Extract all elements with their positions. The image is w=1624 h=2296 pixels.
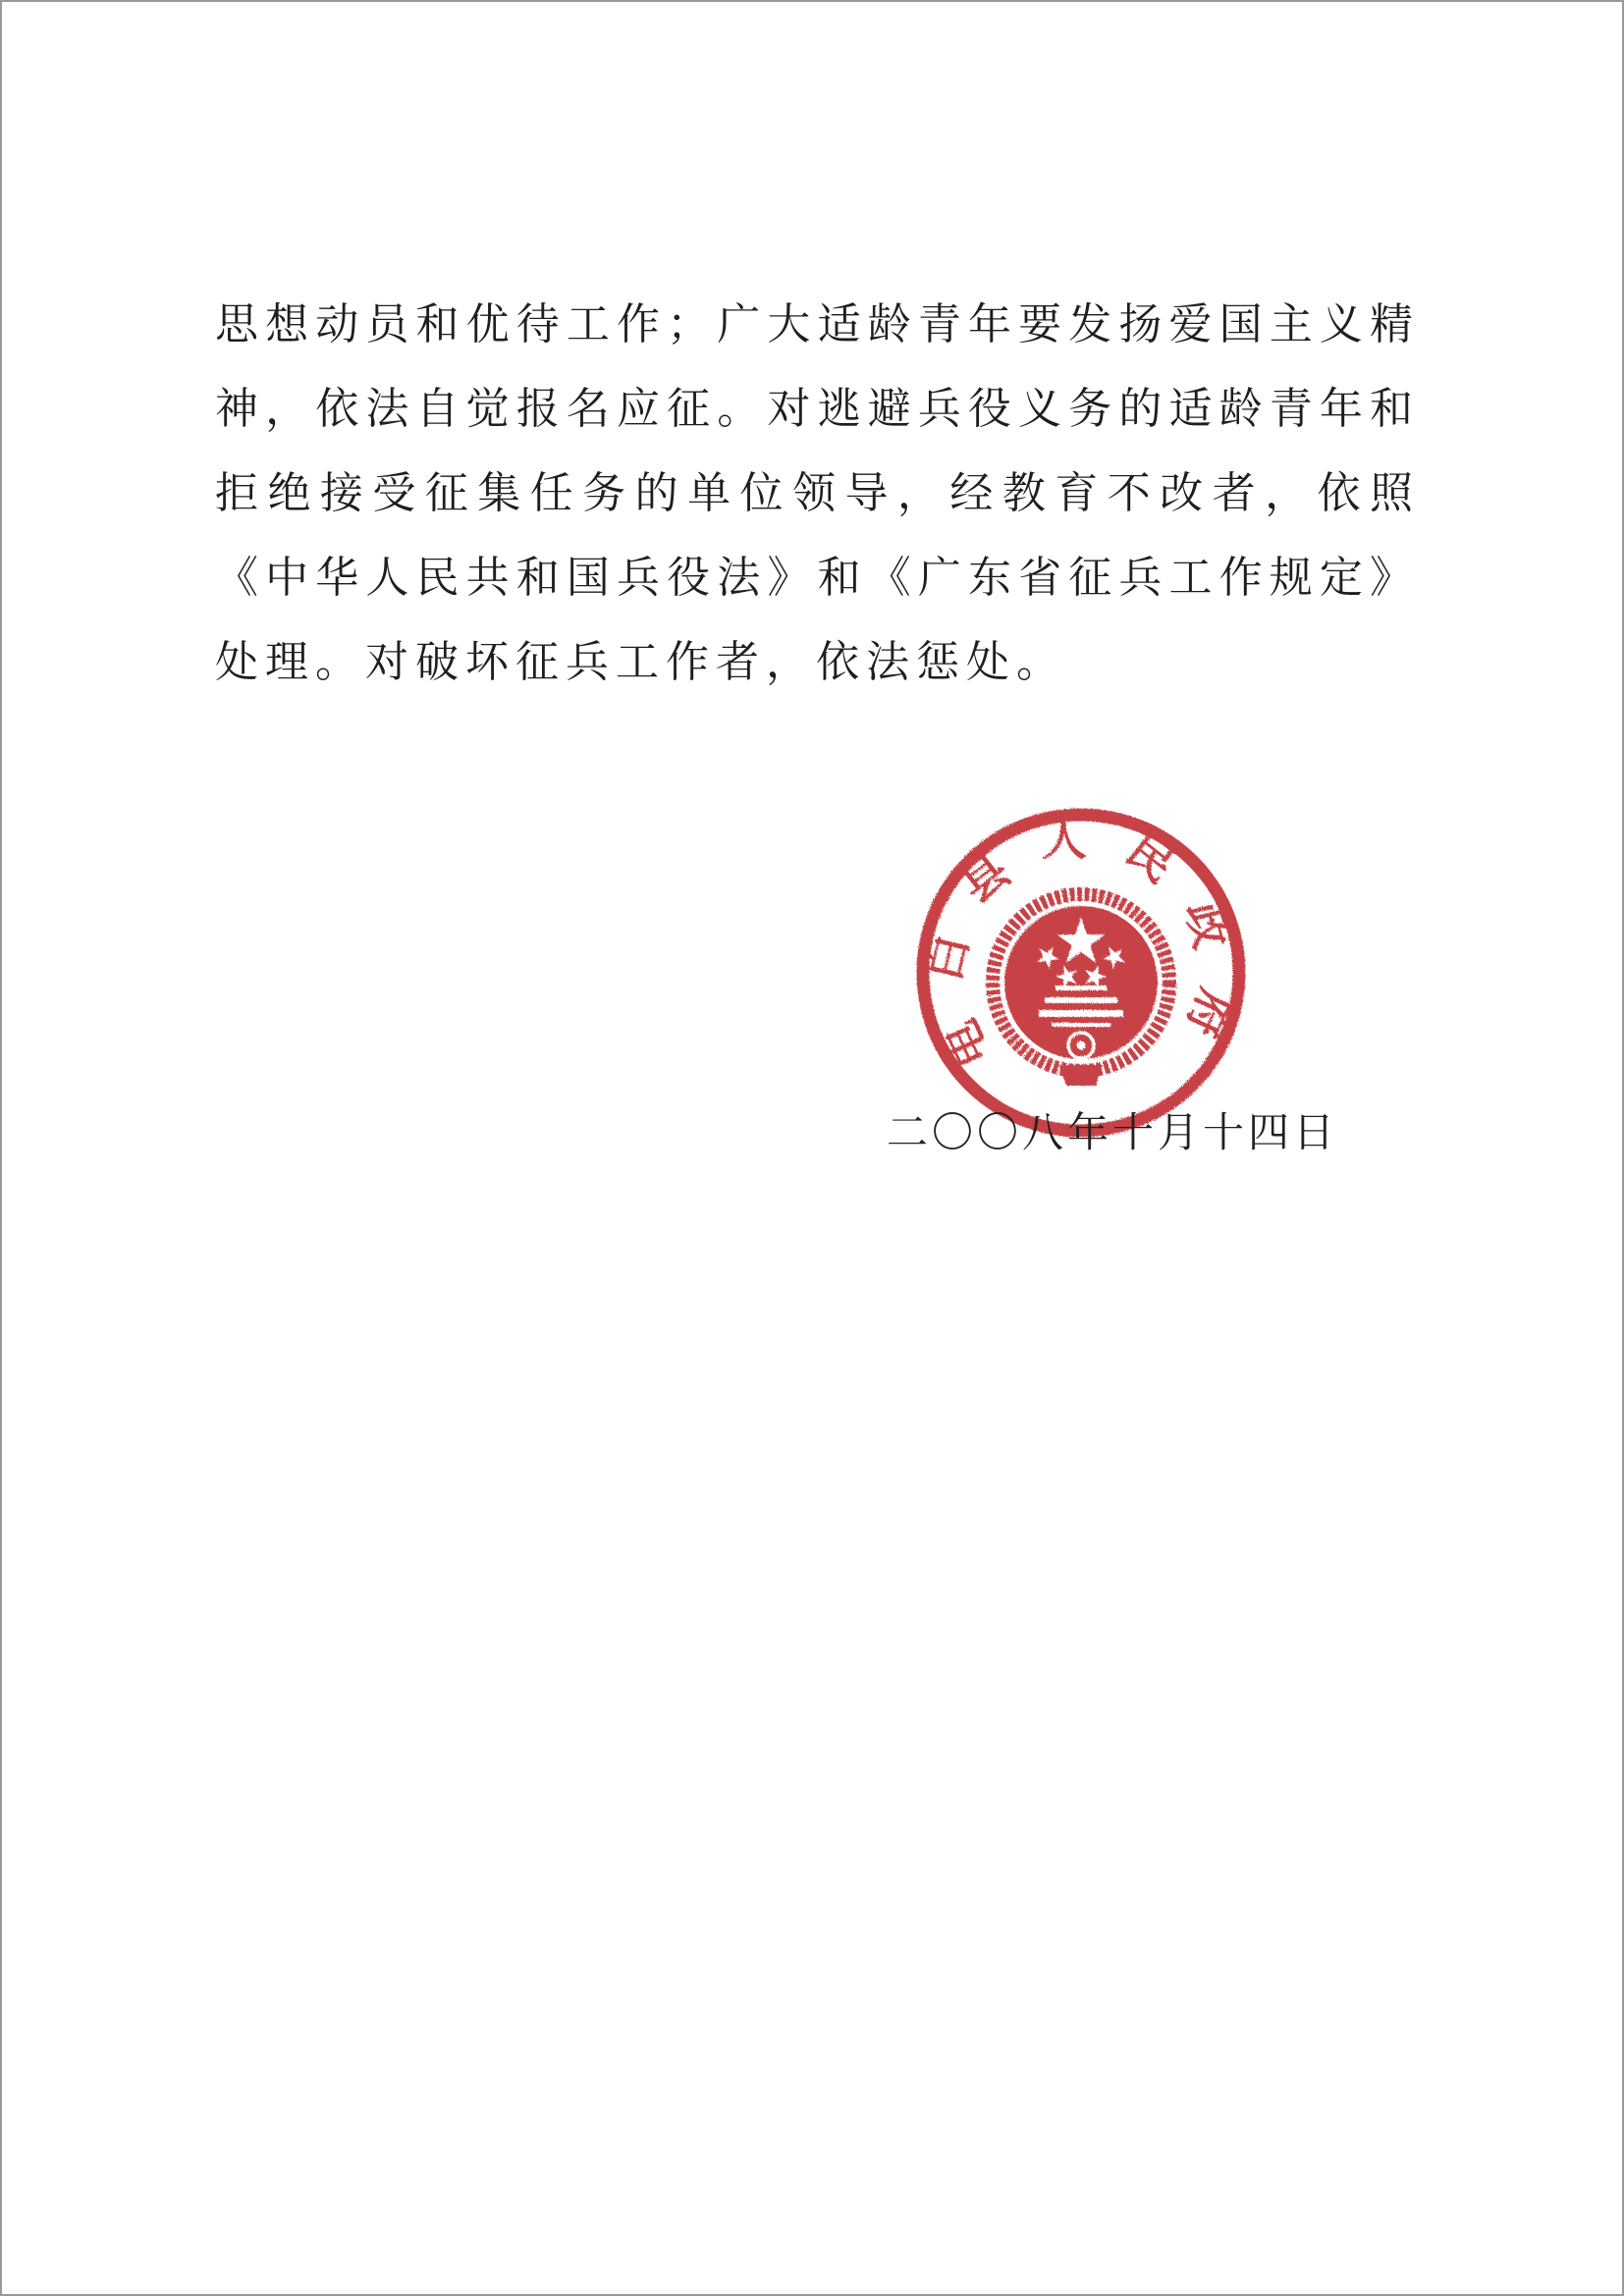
body-text <box>215 283 1413 705</box>
text-line: 神，依法自觉报名应征。对逃避兵役义务的适龄青年和 <box>215 385 1413 433</box>
text-line: 思想动员和优待工作；广大适龄青年要发扬爱国主义精 <box>215 300 1413 348</box>
national-emblem-icon <box>993 894 1169 1086</box>
official-seal <box>907 799 1255 1147</box>
seal-text-path: 电白县人民政府 <box>918 814 1244 1075</box>
gear-hub-icon <box>1077 1041 1086 1050</box>
ribbon-icon <box>1059 1065 1103 1086</box>
text-line: 《中华人民共和国兵役法》和《广东省征兵工作规定》 <box>215 554 1413 602</box>
seal-graphic <box>918 815 1244 1131</box>
text-line: 拒绝接受征集任务的单位领导，经教育不改者，依照 <box>215 469 1413 517</box>
text-line: 处理。对破坏征兵工作者，依法惩处。 <box>215 638 1066 686</box>
date-line: 二〇〇八年十月十四日 <box>887 1111 1339 1156</box>
